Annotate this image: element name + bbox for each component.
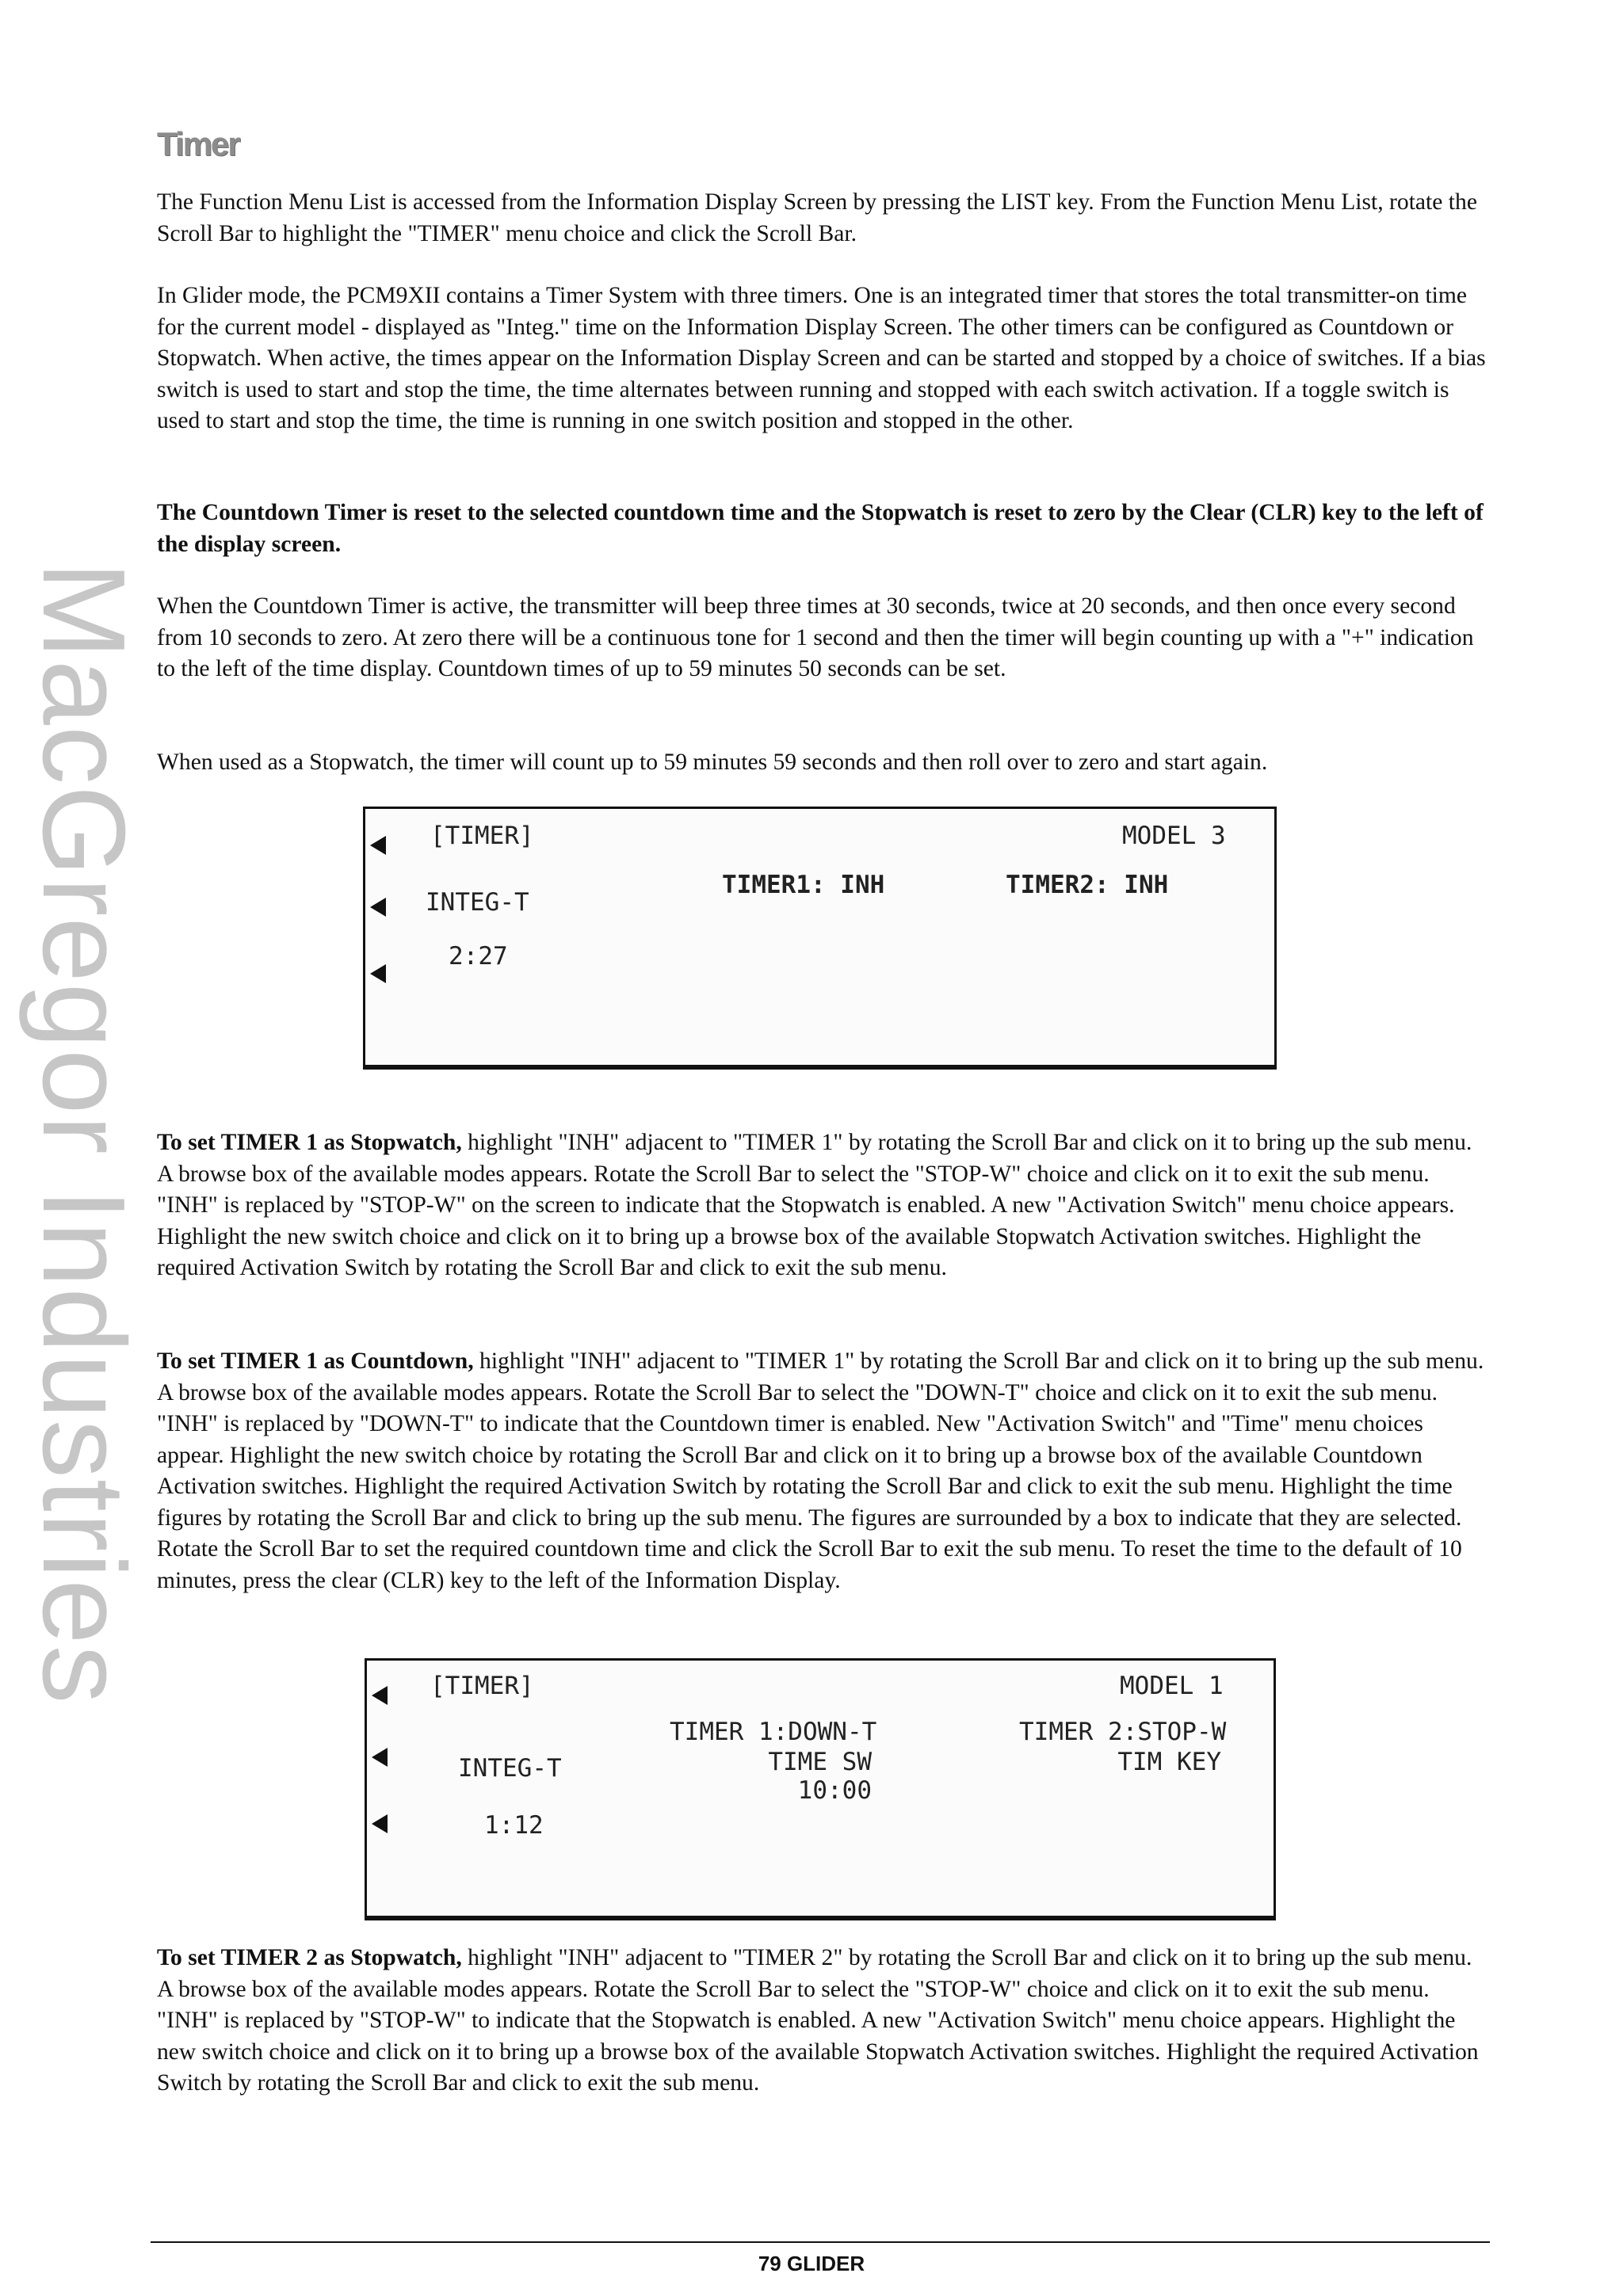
lcd-screen-timer-model-1 <box>365 1658 1276 1920</box>
lcd-model: MODEL 3 <box>1122 822 1226 850</box>
lcd-timer1-switch: TIME SW <box>768 1748 872 1776</box>
footer-rule <box>151 2241 1490 2243</box>
lcd-header: [TIMER] <box>430 1672 534 1700</box>
page-title: Timer <box>157 125 239 162</box>
left-arrow-icon <box>372 1814 388 1833</box>
lcd-header: [TIMER] <box>430 822 534 850</box>
lcd-integ-time: 2:27 <box>449 942 508 971</box>
lcd-timer2-switch: TIM KEY <box>1117 1748 1221 1776</box>
lcd-timer2: TIMER 2:STOP-W <box>1019 1718 1227 1746</box>
left-arrow-icon <box>370 836 386 855</box>
paragraph-countdown-beeps: When the Countdown Timer is active, the transmitter will beep three times at 30 seconds, twice at 20 seconds, and then once every second from 10 seconds to zero. At zero there will be a continuous tone for 1 second and then the timer will begin counting up with a "+" indication to the left of the time display. Countdown times of up to 59 minutes 50 seconds can be set. <box>157 593 1474 681</box>
lead-timer2-stopwatch: To set TIMER 2 as Stopwatch, <box>157 1945 462 1970</box>
paragraph-stopwatch-rollover: When used as a Stopwatch, the timer will count up to 59 minutes 59 seconds and then roll over to zero and start again. <box>157 749 1268 775</box>
paragraph-timer2-stopwatch <box>157 1943 1491 2100</box>
lcd-model: MODEL 1 <box>1120 1672 1224 1700</box>
lcd-integ-label: INTEG-T <box>426 888 529 917</box>
lcd-integ-time: 1:12 <box>484 1811 544 1840</box>
body-timer1-stopwatch: highlight "INH" adjacent to "TIMER 1" by rotating the Scroll Bar and click on it to bring up the sub menu. A browse box of the available modes appears. Rotate the Scroll Bar to select the "STOP-W" choice and click on it to exit the sub menu. "INH" is replaced by "STOP-W" on the screen to indicate that the Stopwatch is enabled. A new "Activation Switch" menu choice appears. Highlight the new switch choice and click on it to bring up a browse box of the available Stopwatch Activation switches. Highlight the required Activation Switch by rotating the Scroll Bar and click to exit the sub menu. <box>157 1130 1472 1280</box>
lcd-integ-label: INTEG-T <box>458 1754 562 1783</box>
lcd-timer1: TIMER 1:DOWN-T <box>670 1718 877 1746</box>
lead-timer1-stopwatch: To set TIMER 1 as Stopwatch, <box>157 1130 462 1155</box>
lcd-timer2: TIMER2: INH <box>1006 871 1169 899</box>
lcd-timer1-time: 10:00 <box>797 1776 872 1805</box>
page-footer: 79 GLIDER <box>758 2252 865 2275</box>
lcd-screen-timer-model-3 <box>363 807 1277 1070</box>
lcd-timer1: TIMER1: INH <box>722 871 885 899</box>
paragraph-timer1-stopwatch <box>157 1127 1491 1284</box>
paragraph-reset-note: The Countdown Timer is reset to the selected countdown time and the Stopwatch is reset to zero by the Clear (CLR) key to the left of the display screen. <box>157 500 1484 557</box>
lead-timer1-countdown: To set TIMER 1 as Countdown, <box>157 1348 474 1374</box>
left-arrow-icon <box>370 898 386 917</box>
body-timer2-stopwatch: highlight "INH" adjacent to "TIMER 2" by rotating the Scroll Bar and click on it to bring up the sub menu. A browse box of the available modes appears. Rotate the Scroll Bar to select the "STOP-W" choice and click on it to exit the sub menu. "INH" is replaced by "STOP-W" to indicate that the Stopwatch is enabled. A new "Activation Switch" menu choice appears. Highlight the new switch choice and click on it to bring up a browse box of the available Stopwatch Activation switches. Highlight the required Activation Switch by rotating the Scroll Bar and click to exit the sub menu. <box>157 1945 1479 2096</box>
left-arrow-icon <box>372 1686 388 1705</box>
paragraph-timer-system: In Glider mode, the PCM9XII contains a Timer System with three timers. One is an integrated timer that stores the total transmitter-on time for the current model - displayed as "Integ." time on the Information Display Screen. The other timers can be configured as Countdown or Stopwatch. When active, the times appear on the Information Display Screen and can be started and stopped by a choice of switches. If a bias switch is used to start and stop the time, the time alternates between running and stopped with each switch activation. If a toggle switch is used to start and stop the time, the time is running in one switch position and stopped in the other. <box>157 283 1486 433</box>
paragraph-timer1-countdown <box>157 1346 1491 1596</box>
paragraph-intro: The Function Menu List is accessed from the Information Display Screen by pressing the LIST key. From the Function Menu List, rotate the Scroll Bar to highlight the "TIMER" menu choice and click the Scroll Bar. <box>157 189 1477 246</box>
watermark: MacGregor Industries <box>18 561 149 1705</box>
left-arrow-icon <box>372 1748 388 1767</box>
body-timer1-countdown: highlight "INH" adjacent to "TIMER 1" by rotating the Scroll Bar and click on it to bring up the sub menu. A browse box of the available modes appears. Rotate the Scroll Bar to select the "DOWN-T" choice and click on it to exit the sub menu. "INH" is replaced by "DOWN-T" to indicate that the Countdown timer is enabled. New "Activation Switch" and "Time" menu choices appear. Highlight the new switch choice by rotating the Scroll Bar and click on it to bring up a browse box of the available Countdown Activation switches. Highlight the required Activation Switch by rotating the Scroll Bar and click to exit the sub menu. Highlight the time figures by rotating the Scroll Bar and click to bring up the sub menu. The figures are surrounded by a box to indicate that they are selected. Rotate the Scroll Bar to set the required countdown time and click the Scroll Bar to exit the sub menu. To reset the time to the default of 10 minutes, press the clear (CLR) key to the left of the Information Display. <box>157 1348 1484 1593</box>
left-arrow-icon <box>370 964 386 983</box>
